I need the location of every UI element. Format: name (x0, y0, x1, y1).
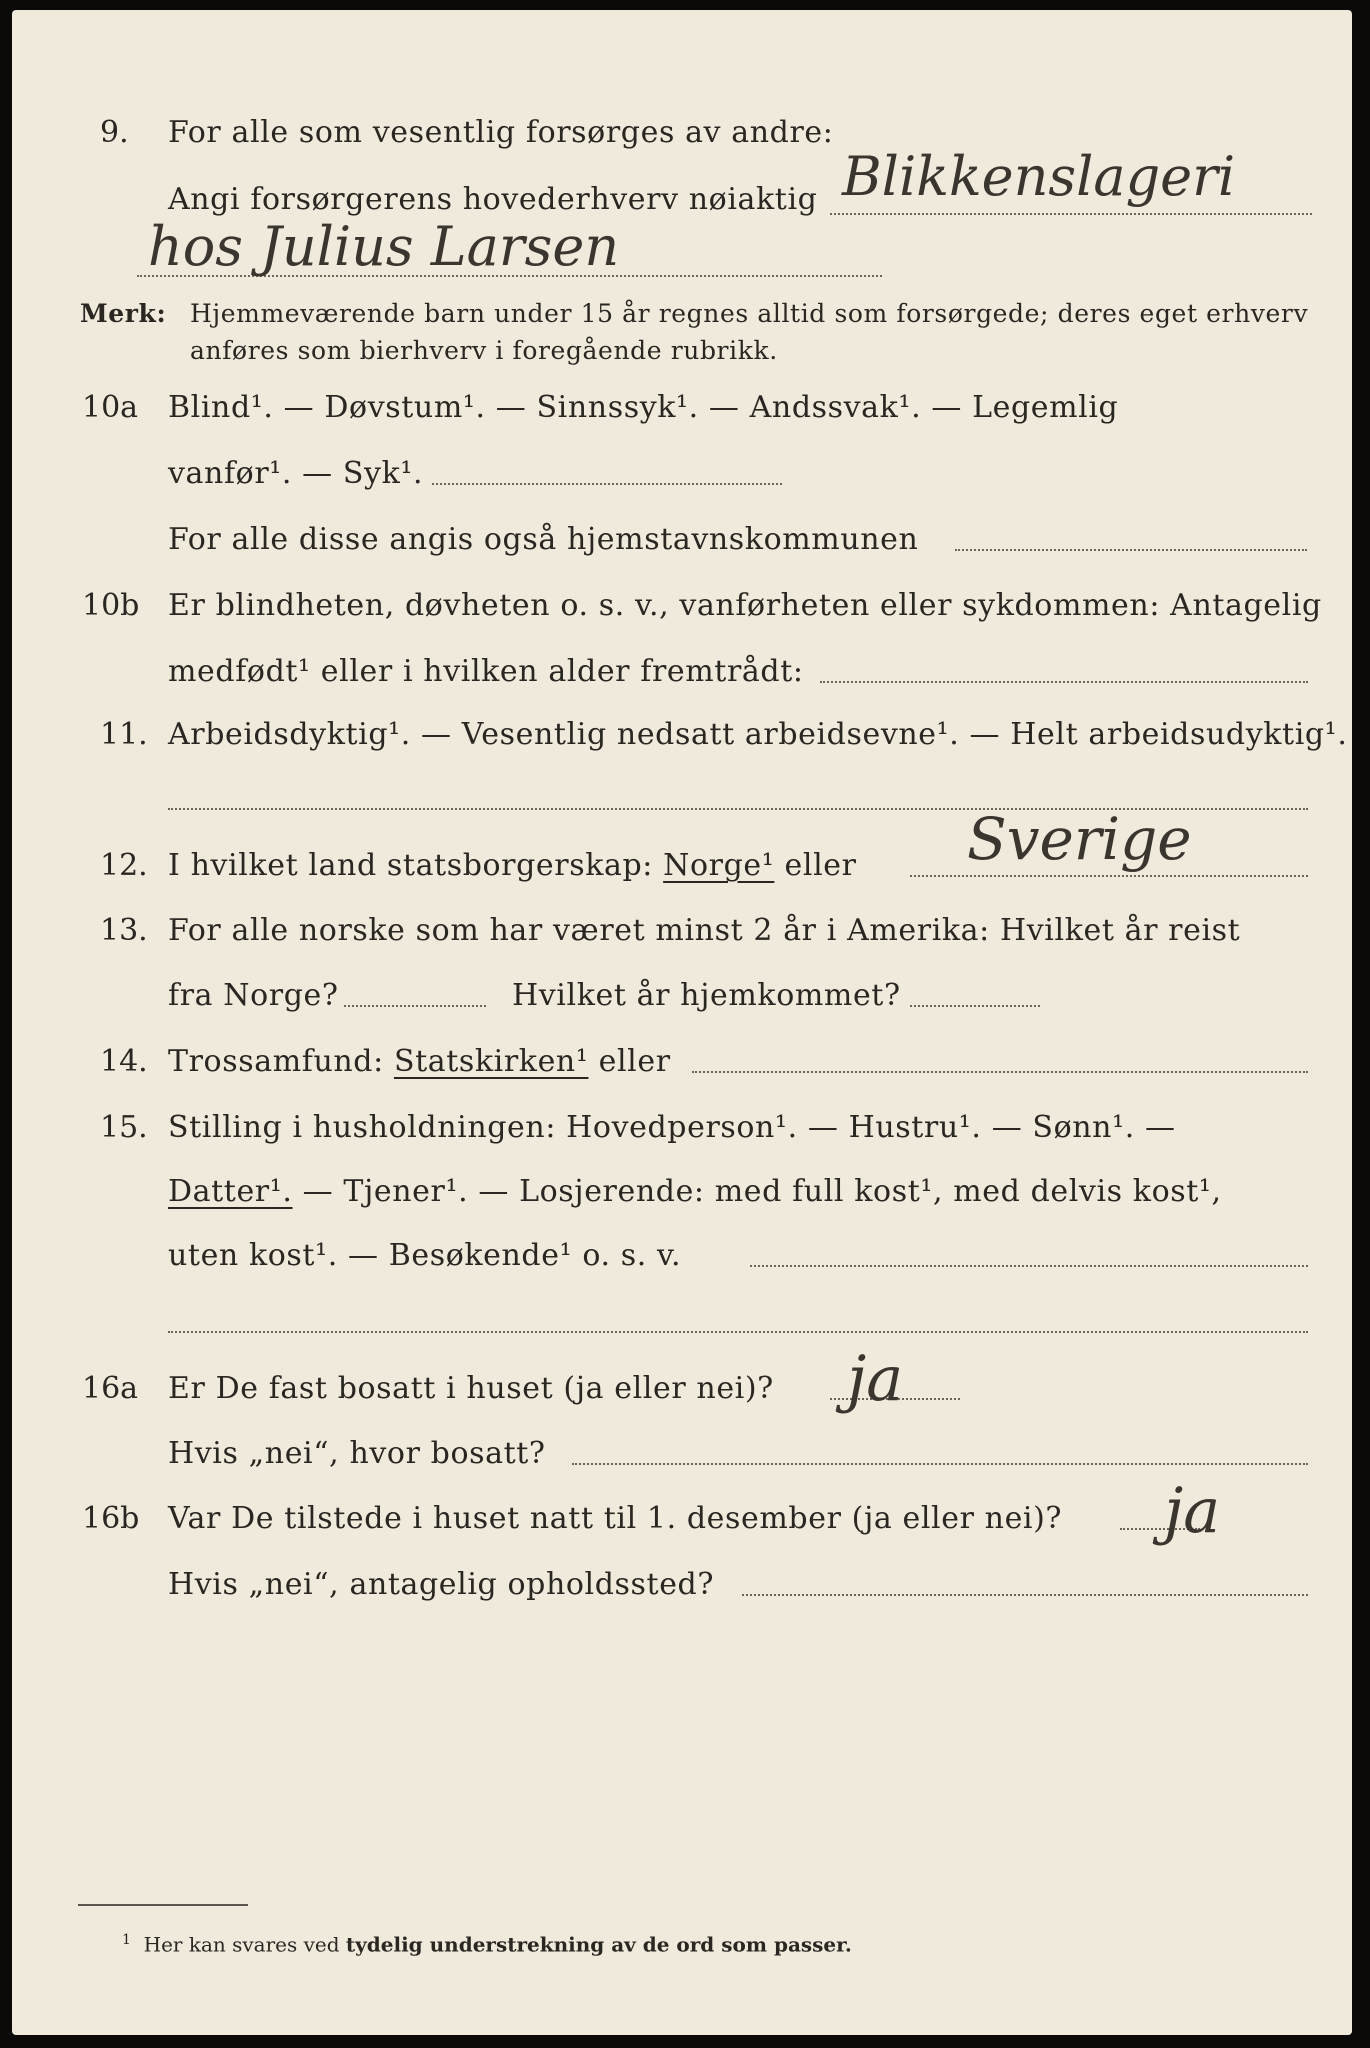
q12-suffix: eller (784, 848, 857, 883)
q13-hjem-line (910, 1005, 1040, 1007)
q13-line1: For alle norske som har været minst 2 år i Amerika: Hvilket år reist (168, 913, 1241, 948)
q10a-line2: vanfør¹. — Syk¹. (168, 456, 424, 491)
q10b-line2: medfødt¹ eller i hvilken alder fremtrådt: (168, 654, 804, 689)
q12-answer-line (910, 875, 1308, 877)
q16b-line2: Hvis „nei“, antagelig opholdssted? (168, 1567, 715, 1602)
q10a-line3: For alle disse angis også hjemstavnskommunen (168, 522, 919, 557)
q14-prefix: Trossamfund: (168, 1044, 384, 1079)
q16a-line1: Er De fast bosatt i huset (ja eller nei)? (168, 1371, 774, 1406)
q12-norge-option: Norge¹ (663, 848, 775, 883)
q16b-number: 16b (82, 1501, 140, 1536)
q13-line2b: Hvilket år hjemkommet? (512, 978, 901, 1013)
q16b-opholdssted-line (742, 1594, 1308, 1596)
q15-line3: uten kost¹. — Besøkende¹ o. s. v. (168, 1238, 682, 1273)
q15-line1: Stilling i husholdningen: Hovedperson¹. — Hustru¹. — Sønn¹. — (168, 1110, 1176, 1145)
footnote-rule (78, 1904, 248, 1906)
merk-label: Merk: (80, 299, 167, 328)
q16a-answer: ja (847, 1342, 904, 1415)
footnote-mark: 1 (122, 1932, 131, 1948)
footnote-text-a: Her kan svares ved (143, 1932, 340, 1957)
q14-suffix: eller (598, 1044, 671, 1079)
q15-answer-line2 (168, 1331, 1308, 1333)
q11-line1: Arbeidsdyktig¹. — Vesentlig nedsatt arbeidsevne¹. — Helt arbeidsudyktig¹. (168, 717, 1348, 752)
q10a-number: 10a (82, 390, 139, 425)
q13-line2a: fra Norge? (168, 978, 339, 1013)
q15-answer-line (750, 1265, 1308, 1267)
q10a-syk-line (432, 483, 782, 485)
q12-answer-country: Sverige (967, 805, 1192, 873)
q9-number: 9. (100, 115, 129, 150)
q9-line1: For alle som vesentlig forsørges av andre: (168, 115, 834, 150)
q16b-answer: ja (1164, 1474, 1221, 1547)
q12-prefix: I hvilket land statsborgerskap: (168, 848, 653, 883)
q9-line2: Angi forsørgerens hovederhverv nøiaktig (168, 182, 818, 217)
q11-number: 11. (100, 717, 148, 752)
q9-answer-employer: hos Julius Larsen (148, 215, 620, 278)
q12-number: 12. (100, 848, 148, 883)
q9-answer-line (830, 213, 1312, 215)
q14-number: 14. (100, 1044, 148, 1079)
q10a-kommune-line (955, 549, 1307, 551)
q12-line (168, 846, 857, 886)
q10b-line1: Er blindheten, døvheten o. s. v., vanførheten eller sykdommen: Antagelig (168, 588, 1322, 623)
q15-line2 (168, 1172, 1222, 1212)
footnote-text-b: tydelig understrekning av de ord som passer. (345, 1932, 852, 1957)
q10b-number: 10b (82, 588, 140, 623)
footnote-text (122, 1926, 852, 1959)
q15-number: 15. (100, 1110, 148, 1145)
q10a-line1: Blind¹. — Døvstum¹. — Sinnssyk¹. — Andssvak¹. — Legemlig (168, 390, 1119, 425)
q16b-line1: Var De tilstede i huset natt til 1. desember (ja eller nei)? (168, 1501, 1063, 1536)
q16a-number: 16a (82, 1371, 139, 1406)
merk-line2: anføres som bierhverv i foregående rubrikk. (190, 336, 778, 365)
q13-number: 13. (100, 913, 148, 948)
q14-line (168, 1042, 671, 1082)
q15-datter-option: Datter¹. (168, 1174, 293, 1209)
census-form-page (12, 10, 1352, 2035)
merk-line1: Hjemmeværende barn under 15 år regnes alltid som forsørgede; deres eget erhverv (190, 299, 1309, 328)
q16a-bosatt-line (572, 1463, 1308, 1465)
q10b-answer-line (820, 681, 1308, 683)
q14-answer-line (692, 1071, 1308, 1073)
q14-statskirken-option: Statskirken¹ (393, 1044, 589, 1079)
q15-line2-text: — Tjener¹. — Losjerende: med full kost¹, med delvis kost¹, (302, 1174, 1222, 1209)
q9-answer-occupation: Blikkenslageri (842, 145, 1236, 208)
q13-reist-line (344, 1005, 486, 1007)
q16a-line2: Hvis „nei“, hvor bosatt? (168, 1436, 546, 1471)
